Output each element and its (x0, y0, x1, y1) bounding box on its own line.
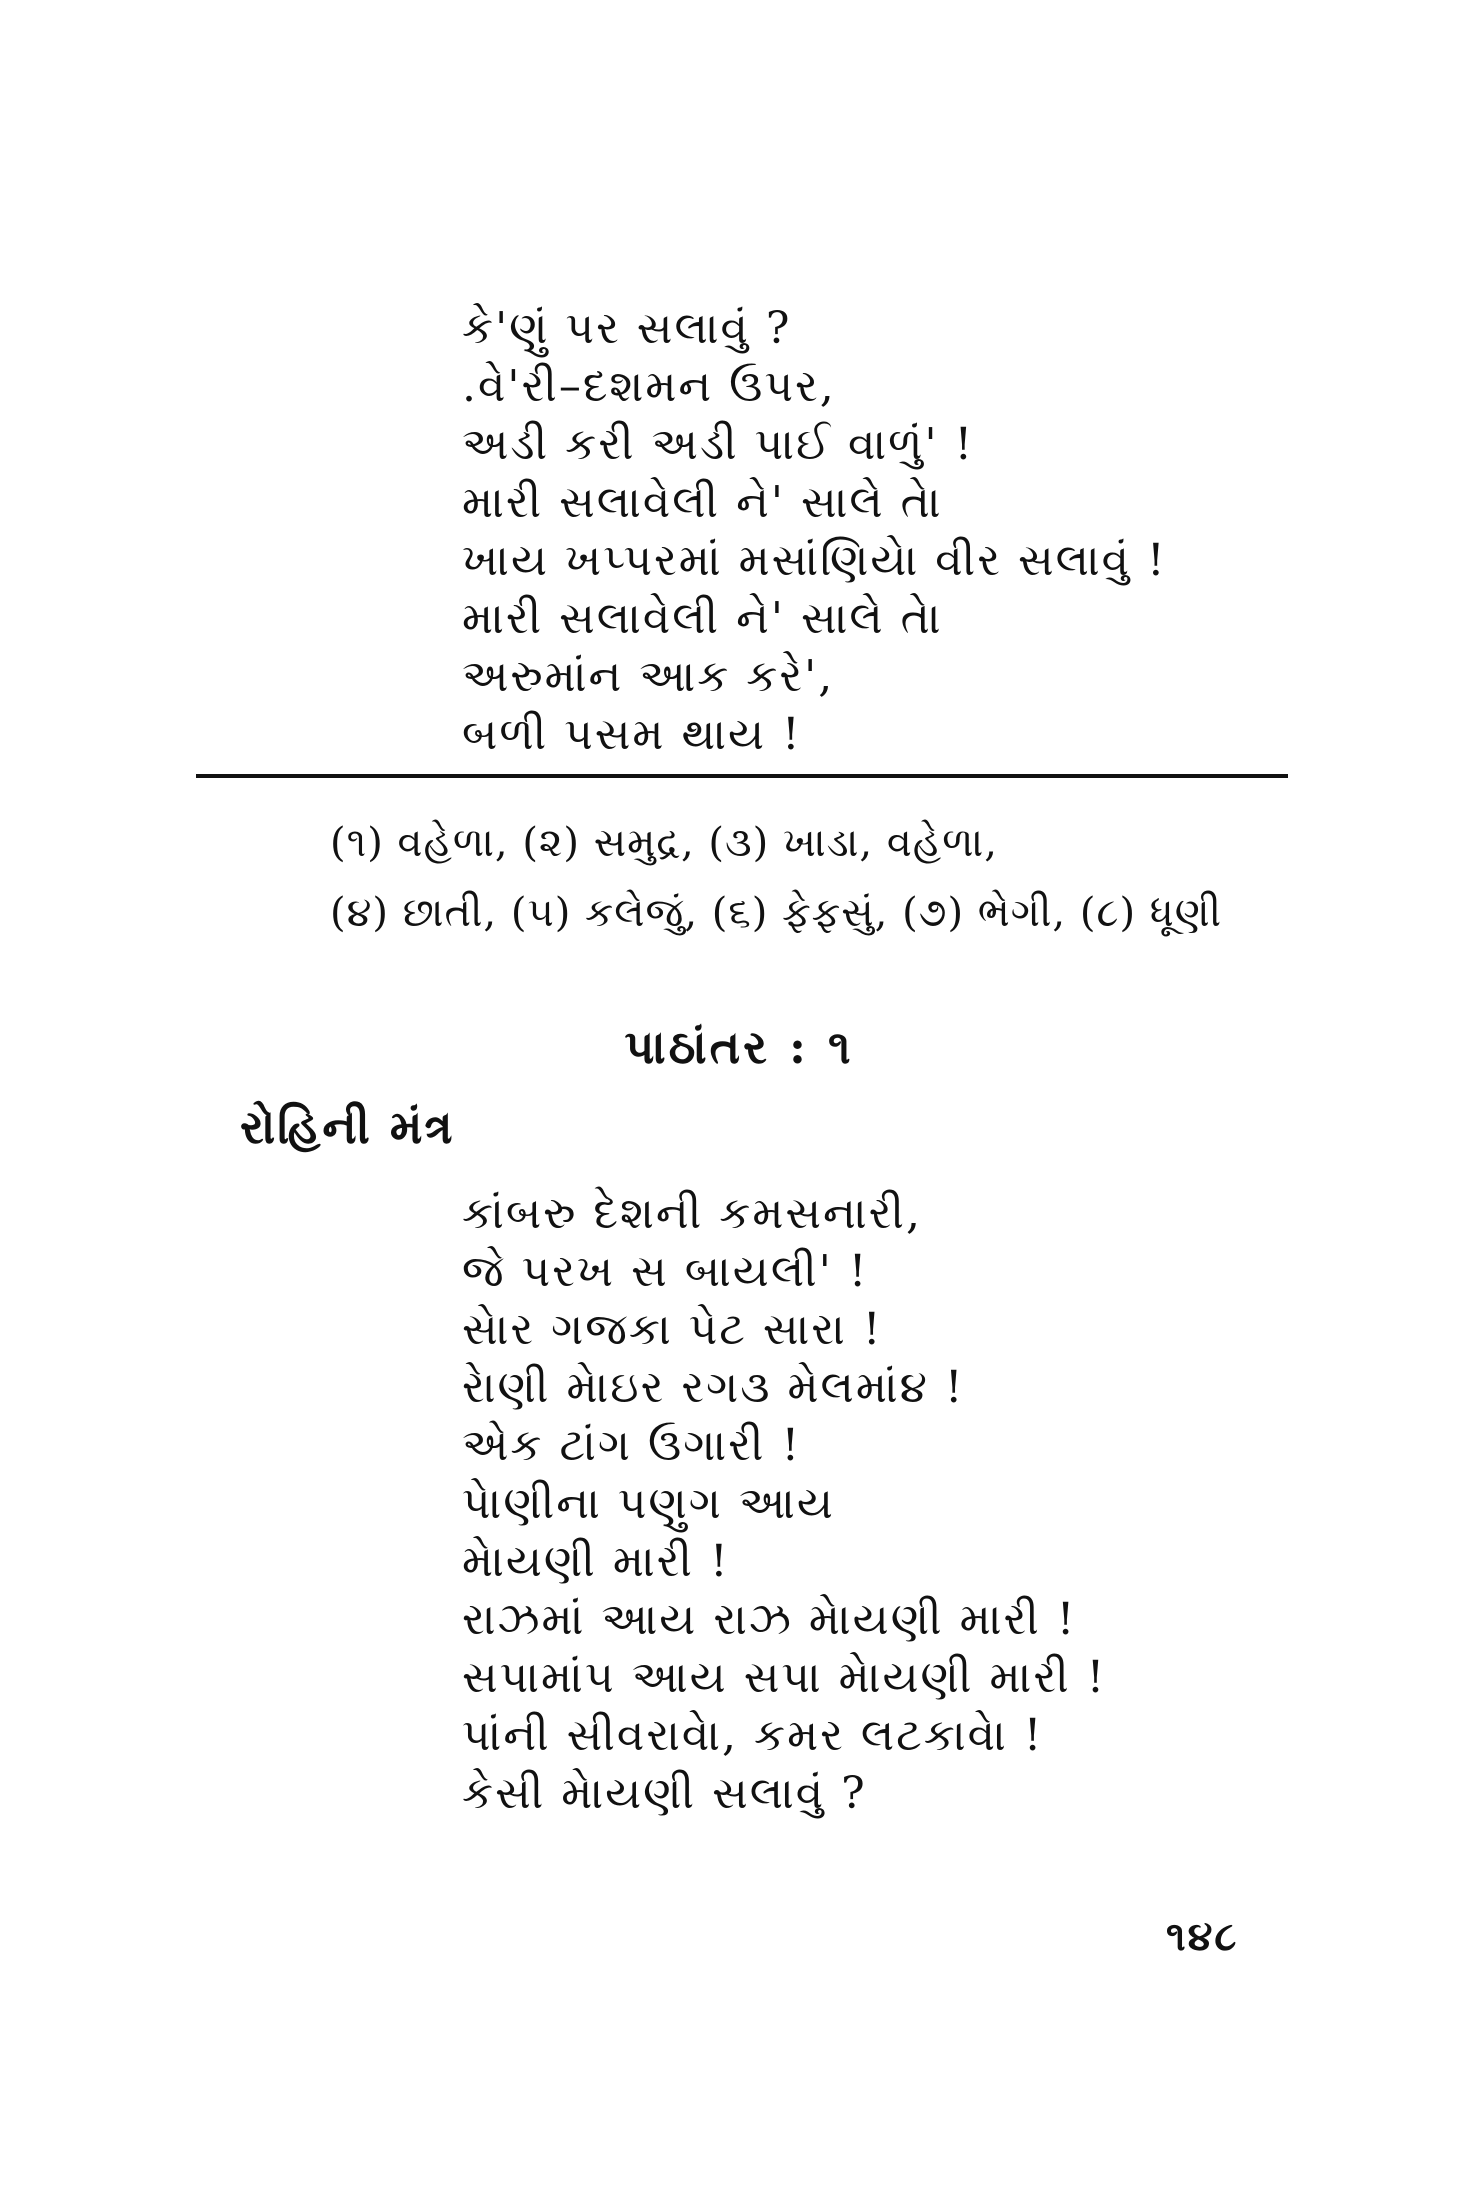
verse-line: પેાણીના પણુગ આય (462, 1478, 835, 1529)
verse-stanza-bottom (462, 1185, 1106, 1823)
verse-line: સેાર ગજકા પેટ સારા ! (462, 1304, 883, 1355)
verse-line: પાંની સીવરાવેા, કમર લટકાવેા ! (462, 1710, 1044, 1761)
page-number: ૧૪૮ (1166, 1913, 1239, 1960)
verse-line: રાઝમાં આય રાઝ મેાયણી મારી ! (462, 1594, 1077, 1645)
verse-line: મેાયણી મારી ! (462, 1536, 730, 1587)
verse-line: બળી પસમ થાય ! (462, 709, 802, 760)
verse-stanza-top (462, 300, 1167, 764)
verse-line: મારી સલાવેલી ને' સાલે તેા (462, 477, 943, 528)
verse-line: અરુમાંન આક કરે', (462, 651, 835, 702)
subsection-title: રોહિની મંત્ર (240, 1100, 455, 1154)
verse-line: રેાણી મેાઇર રગ૩ મેલમાં૪ ! (462, 1362, 965, 1413)
verse-line: સપામાં૫ આય સપા મેાયણી મારી ! (462, 1652, 1107, 1703)
footnote-line: (૪) છાતી, (૫) કલેજું, (૬) ફેફસું, (૭) ભેગી, (૮) ધૂણી (330, 890, 1223, 936)
verse-line: .વે'રી–દશમન ઉપર, (462, 361, 836, 412)
verse-line: કાંબરુ દેશની કમસનારી, (462, 1188, 922, 1239)
verse-line: ખાય ખપ્પરમાં મસાંણિયેા વીર સલાવું ! (462, 535, 1167, 586)
section-heading: પાઠાંતર : ૧ (624, 1020, 854, 1074)
verse-line: અડી કરી અડી પાઈ વાળું' ! (462, 419, 975, 470)
footnote-line: (૧) વહેળા, (૨) સમુદ્ર, (૩) ખાડા, વહેળા, (330, 820, 998, 866)
footnotes (330, 808, 1222, 948)
verse-line: કેસી મેાયણી સલાવું ? (462, 1768, 867, 1819)
footnote-divider (196, 774, 1288, 778)
verse-line: મારી સલાવેલી ને' સાલે તેા (462, 593, 943, 644)
verse-line: એક ટાંગ ઉગારી ! (462, 1420, 802, 1471)
verse-line: જે પરખ સ બાયલી' ! (462, 1246, 869, 1297)
verse-line: કે'ણું પર સલાવું ? (462, 303, 792, 354)
